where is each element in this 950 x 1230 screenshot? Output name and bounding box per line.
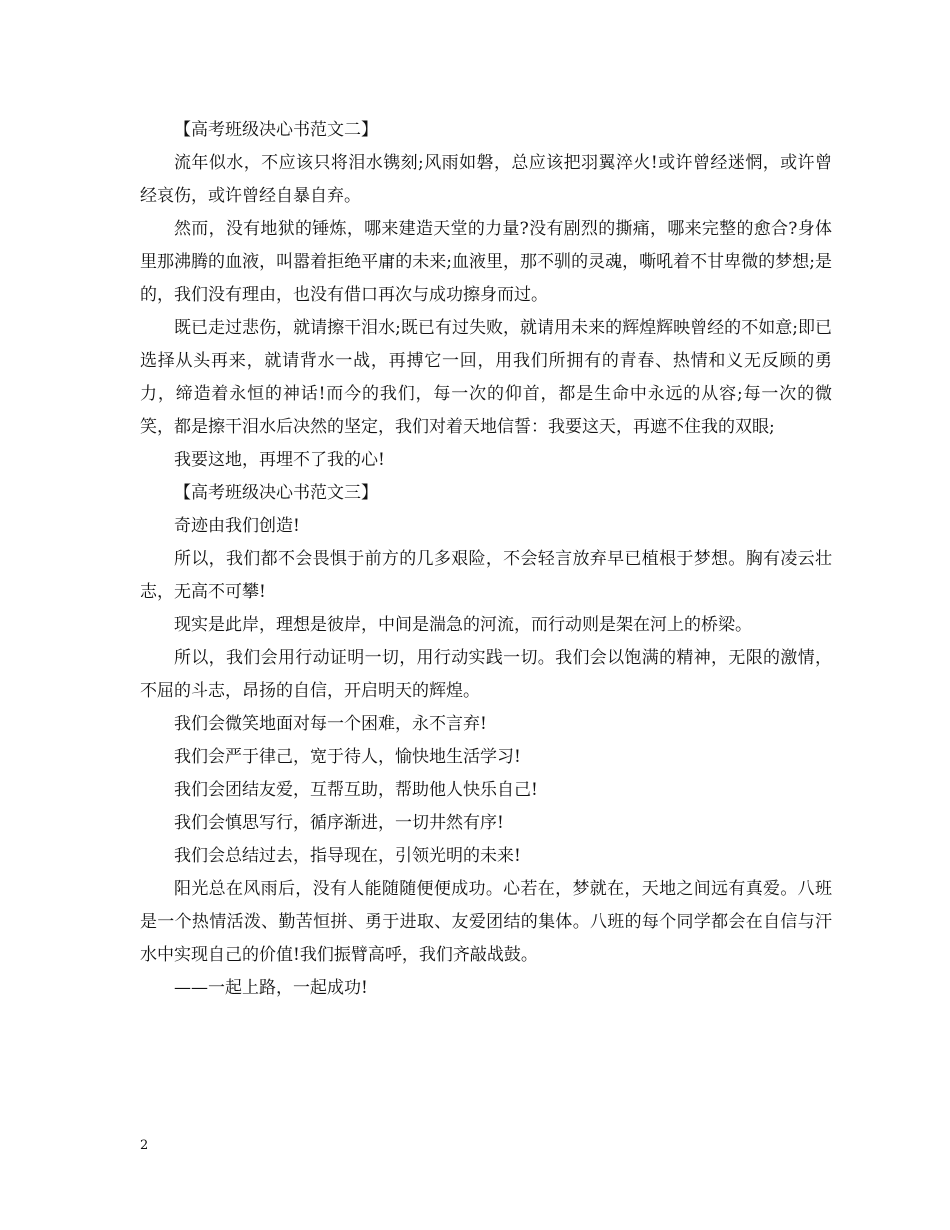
paragraph: 我们会慎思写行，循序渐进，一切井然有序! — [174, 813, 504, 833]
paragraph: 所以，我们都不会畏惧于前方的几多艰险，不会轻言放弃早已植根于梦想。胸有凌云壮志，无高不可攀! — [140, 549, 832, 602]
paragraph: 我们会微笑地面对每一个困难，永不言弃! — [174, 714, 487, 734]
document-body — [140, 114, 832, 1005]
paragraph: 我们会严于律己，宽于待人，愉快地生活学习! — [174, 747, 521, 767]
paragraph: 所以，我们会用行动证明一切，用行动实践一切。我们会以饱满的精神，无限的激情，不屈的斗志，昂扬的自信，开启明天的辉煌。 — [140, 648, 832, 701]
paragraph: 我们会团结友爱，互帮互助，帮助他人快乐自己! — [174, 780, 538, 800]
closing-line: ——一起上路，一起成功! — [174, 978, 368, 998]
paragraph: 既已走过悲伤，就请擦干泪水;既已有过失败，就请用未来的辉煌辉映曾经的不如意;即已选择从头再来，就请背水一战，再搏它一回，用我们所拥有的青春、热情和义无反顾的勇力，缔造着永恒的神话!而今的我们，每一次的仰首，都是生命中永远的从容;每一次的微笑，都是擦干泪水后决然的坚定，我们对着天地信誓：我要这天，再遮不住我的双眼; — [140, 318, 832, 437]
page-number: 2 — [140, 1138, 149, 1153]
paragraph: 阳光总在风雨后，没有人能随随便便成功。心若在，梦就在，天地之间远有真爱。八班是一个热情活泼、勤苦恒拼、勇于进取、友爱团结的集体。八班的每个同学都会在自信与汗水中实现自己的价值!我们振臂高呼，我们齐敲战鼓。 — [140, 879, 832, 965]
section-heading-3: 【高考班级决心书范文三】 — [174, 483, 378, 503]
paragraph: 然而，没有地狱的锤炼，哪来建造天堂的力量?没有剧烈的撕痛，哪来完整的愈合?身体里那沸腾的血液，叫嚣着拒绝平庸的未来;血液里，那不驯的灵魂，嘶吼着不甘卑微的梦想;是的，我们没有理由，也没有借口再次与成功擦身而过。 — [140, 219, 832, 305]
section-heading-2: 【高考班级决心书范文二】 — [174, 120, 378, 140]
paragraph: 流年似水，不应该只将泪水镌刻;风雨如磐，总应该把羽翼淬火!或许曾经迷惘，或许曾经哀伤，或许曾经自暴自弃。 — [140, 153, 832, 206]
paragraph: 奇迹由我们创造! — [174, 516, 300, 536]
paragraph: 我们会总结过去，指导现在，引领光明的未来! — [174, 846, 521, 866]
paragraph: 现实是此岸，理想是彼岸，中间是湍急的河流，而行动则是架在河上的桥梁。 — [174, 615, 752, 635]
paragraph: 我要这地，再埋不了我的心! — [174, 450, 385, 470]
